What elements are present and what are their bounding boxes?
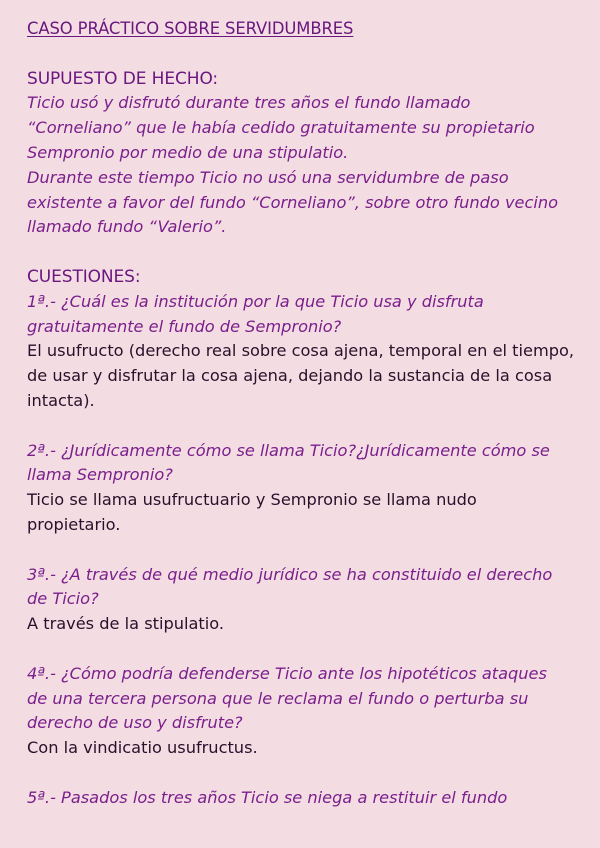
facts-line: Sempronio por medio de una stipulatio. xyxy=(27,142,349,162)
answer-line: intacta). xyxy=(27,390,95,410)
facts-text xyxy=(27,91,600,240)
facts-line: “Corneliano” que le había cedido gratuitamente su propietario xyxy=(27,118,535,138)
question-block-2 xyxy=(27,439,600,538)
question-block-4 xyxy=(27,662,600,761)
answer-line: Con la vindicatio usufructus. xyxy=(27,738,258,758)
questions-heading: CUESTIONES: xyxy=(27,266,141,287)
answer-line: A través de la stipulatio. xyxy=(27,614,225,634)
question-line: 5ª.- Pasados los tres años Ticio se niega a restituir el fundo xyxy=(27,787,508,807)
question-block-1 xyxy=(27,290,600,414)
facts-line: Ticio usó y disfrutó durante tres años el fundo llamado xyxy=(27,93,471,113)
question-line: 3ª.- ¿A través de qué medio jurídico se ha constituido el derecho xyxy=(27,564,553,584)
question-line: 2ª.- ¿Jurídicamente cómo se llama Ticio?¿Jurídicamente cómo se xyxy=(27,440,550,460)
question-line: de Ticio? xyxy=(27,589,99,609)
answer-line: Ticio se llama usufructuario y Sempronio se llama nudo xyxy=(27,490,477,510)
answer-line: El usufructo (derecho real sobre cosa ajena, temporal en el tiempo, xyxy=(27,341,575,361)
question-block-3 xyxy=(27,563,600,637)
facts-heading: SUPUESTO DE HECHO: xyxy=(27,68,219,89)
facts-line: existente a favor del fundo “Corneliano”, sobre otro fundo vecino xyxy=(27,192,559,212)
question-line: derecho de uso y disfrute? xyxy=(27,713,243,733)
question-line: 4ª.- ¿Cómo podría defenderse Ticio ante los hipotéticos ataques xyxy=(27,663,547,683)
document-title: CASO PRÁCTICO SOBRE SERVIDUMBRES xyxy=(27,19,354,38)
answer-line: propietario. xyxy=(27,514,121,534)
question-line: gratuitamente el fundo de Sempronio? xyxy=(27,316,342,336)
answer-line: de usar y disfrutar la cosa ajena, dejando la sustancia de la cosa xyxy=(27,366,553,386)
question-line: llama Sempronio? xyxy=(27,465,173,485)
facts-line: Durante este tiempo Ticio no usó una servidumbre de paso xyxy=(27,167,509,187)
facts-line: llamado fundo “Valerio”. xyxy=(27,217,227,237)
question-line: de una tercera persona que le reclama el fundo o perturba su xyxy=(27,688,529,708)
question-line: 1ª.- ¿Cuál es la institución por la que Ticio usa y disfruta xyxy=(27,291,484,311)
question-block-5 xyxy=(27,786,600,811)
